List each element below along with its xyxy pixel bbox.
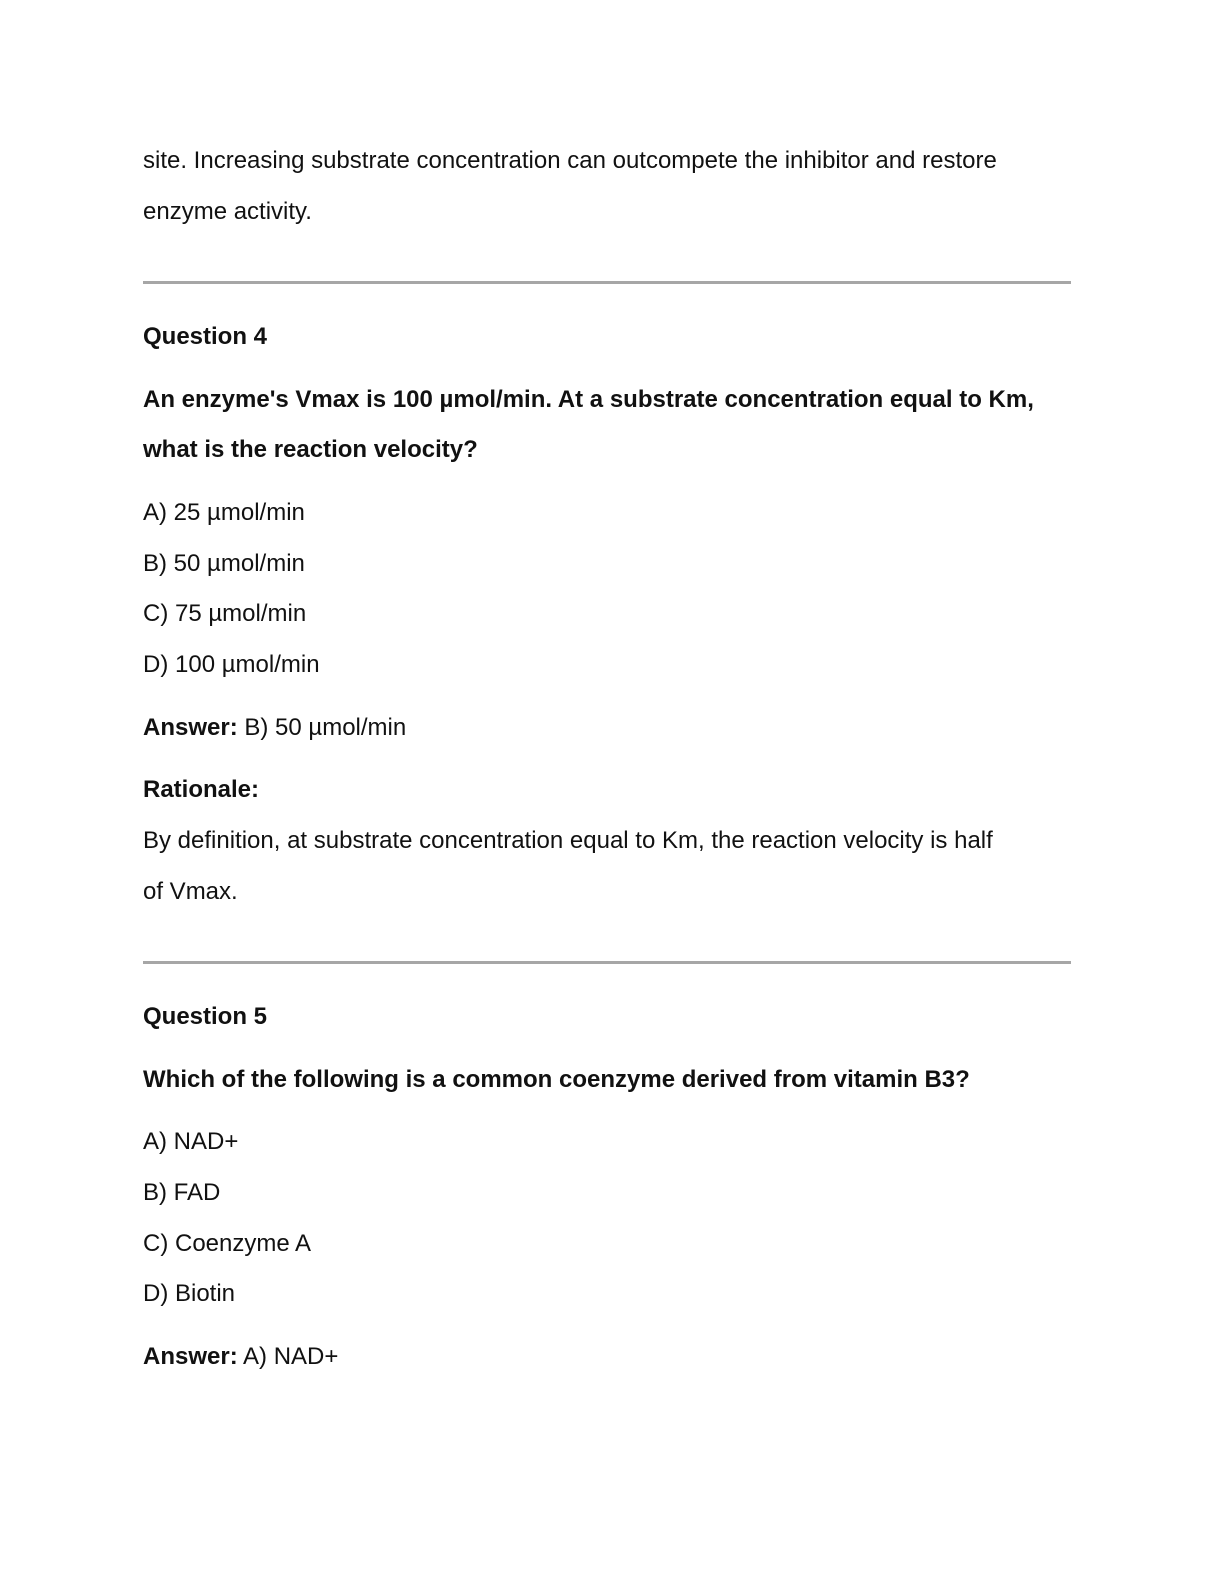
question-5-heading: Question 5 xyxy=(143,1003,268,1030)
question-5-option-d: D) Biotin xyxy=(143,1280,236,1307)
question-4-option-a: A) 25 µmol/min xyxy=(143,499,305,526)
question-5-answer-value: A) NAD+ xyxy=(237,1343,339,1370)
question-5-answer xyxy=(143,1342,338,1372)
question-5-option-c: C) Coenzyme A xyxy=(143,1230,312,1257)
question-5-option-b: B) FAD xyxy=(143,1179,221,1206)
question-4-answer xyxy=(143,713,406,743)
question-4-answer-value: B) 50 µmol/min xyxy=(237,714,407,741)
question-4-heading: Question 4 xyxy=(143,323,268,350)
continuation-line-1: site. Increasing substrate concentration can outcompete the inhibitor and restore xyxy=(143,147,997,174)
question-4-option-d: D) 100 µmol/min xyxy=(143,651,320,678)
question-4-answer-label: Answer: xyxy=(143,714,238,741)
question-4-rationale-line-2: of Vmax. xyxy=(143,878,238,905)
question-5-option-a: A) NAD+ xyxy=(143,1128,239,1155)
question-4-prompt-line-1: An enzyme's Vmax is 100 µmol/min. At a substrate concentration equal to Km, xyxy=(143,386,1034,413)
section-divider-1 xyxy=(143,281,1071,284)
question-4-option-b: B) 50 µmol/min xyxy=(143,550,305,577)
question-4-prompt-line-2: what is the reaction velocity? xyxy=(143,436,478,463)
question-5-answer-label: Answer: xyxy=(143,1343,238,1370)
question-4-rationale-line-1: By definition, at substrate concentration equal to Km, the reaction velocity is half xyxy=(143,827,993,854)
continuation-line-2: enzyme activity. xyxy=(143,198,312,225)
question-4-option-c: C) 75 µmol/min xyxy=(143,600,307,627)
question-4-rationale-label: Rationale: xyxy=(143,776,260,803)
question-5-prompt-line-1: Which of the following is a common coenzyme derived from vitamin B3? xyxy=(143,1066,970,1093)
section-divider-2 xyxy=(143,961,1071,964)
